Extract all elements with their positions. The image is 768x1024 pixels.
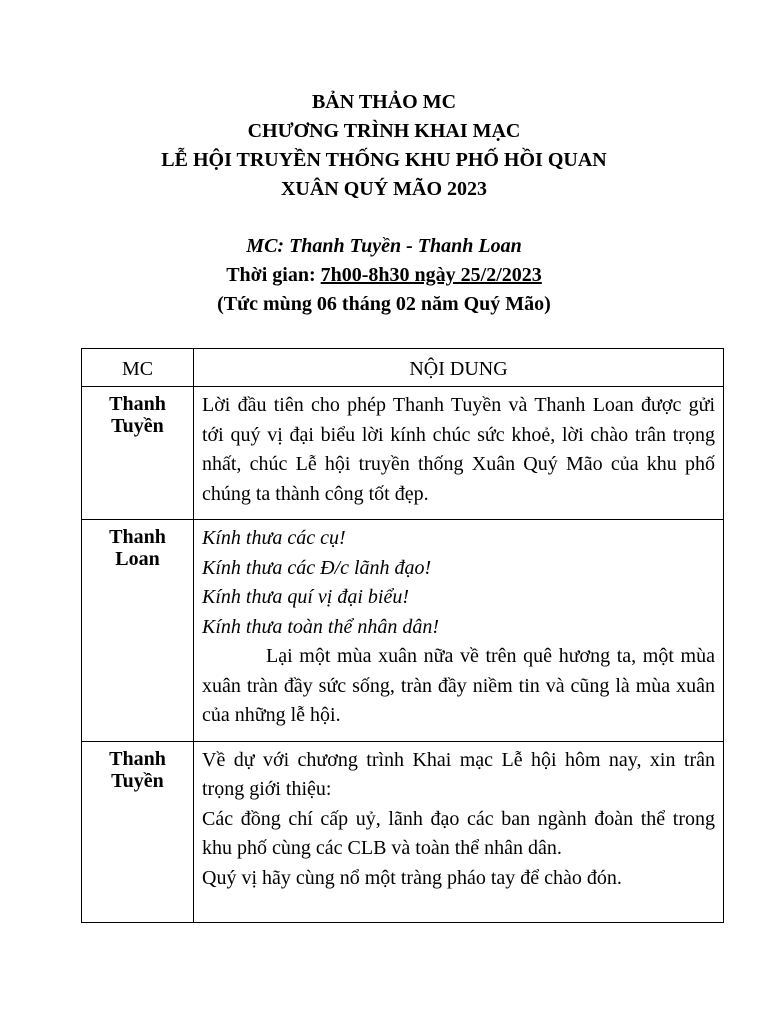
speaker-last-name: Tuyền — [111, 415, 164, 437]
speaker-cell — [82, 520, 194, 742]
title-line-2: CHƯƠNG TRÌNH KHAI MẠC — [247, 120, 521, 142]
content-paragraph: Về dự với chương trình Khai mạc Lễ hội hôm nay, xin trân trọng giới thiệu: — [202, 748, 715, 800]
greeting-line: Kính thưa các cụ! — [202, 527, 346, 549]
content-paragraph: Lời đầu tiên cho phép Thanh Tuyền và Thanh Loan được gửi tới quý vị đại biểu lời kính chúc sức khoẻ, lời chào trân trọng nhất, chúc Lễ hội truyền thống Xuân Quý Mão của khu phố chúng ta thành công tốt đẹp. — [202, 394, 715, 505]
event-time-label: Thời gian: — [226, 264, 321, 286]
greeting-line: Kính thưa quí vị đại biểu! — [202, 586, 410, 608]
speaker-cell — [82, 387, 194, 520]
greeting-line: Kính thưa toàn thể nhân dân! — [202, 615, 440, 638]
lunar-date: (Tức mùng 06 tháng 02 năm Quý Mão) — [217, 293, 551, 315]
content-cell — [194, 387, 724, 520]
title-line-3: LỄ HỘI TRUYỀN THỐNG KHU PHỐ HỒI QUAN — [161, 149, 607, 171]
title-line-4: XUÂN QUÝ MÃO 2023 — [280, 178, 488, 200]
table-row — [82, 520, 724, 742]
header-content: NỘI DUNG — [194, 349, 724, 387]
script-table — [81, 348, 724, 923]
event-time — [0, 261, 768, 290]
table-row — [82, 741, 724, 922]
mc-info — [0, 232, 768, 319]
title-line-1: BẢN THẢO MC — [311, 91, 457, 113]
speaker-last-name: Tuyền — [111, 769, 164, 792]
content-paragraph: Quý vị hãy cùng nổ một tràng pháo tay để chào đón. — [202, 866, 622, 889]
header-mc: MC — [82, 349, 194, 387]
content-cell — [194, 741, 724, 922]
content-paragraph: Các đồng chí cấp uỷ, lãnh đạo các ban ngành đoàn thể trong khu phố cùng các CLB và toàn thể nhân dân. — [202, 807, 715, 859]
document-title — [0, 88, 768, 204]
table-row — [82, 387, 724, 520]
speaker-cell — [82, 741, 194, 922]
speaker-last-name: Loan — [115, 548, 160, 570]
speaker-first-name: Thanh — [109, 747, 166, 770]
speaker-first-name: Thanh — [109, 393, 166, 415]
greeting-line: Kính thưa các Đ/c lãnh đạo! — [202, 556, 432, 579]
event-time-value: 7h00-8h30 ngày 25/2/2023 — [320, 264, 542, 286]
content-cell — [194, 520, 724, 742]
speaker-first-name: Thanh — [109, 526, 166, 548]
content-paragraph: Lại một mùa xuân nữa về trên quê hương ta, một mùa xuân tràn đầy sức sống, tràn đầy niềm tin và cũng là mùa xuân của những lễ hội. — [202, 645, 715, 726]
table-header-row — [82, 349, 724, 387]
mc-names: MC: Thanh Tuyền - Thanh Loan — [246, 235, 522, 257]
